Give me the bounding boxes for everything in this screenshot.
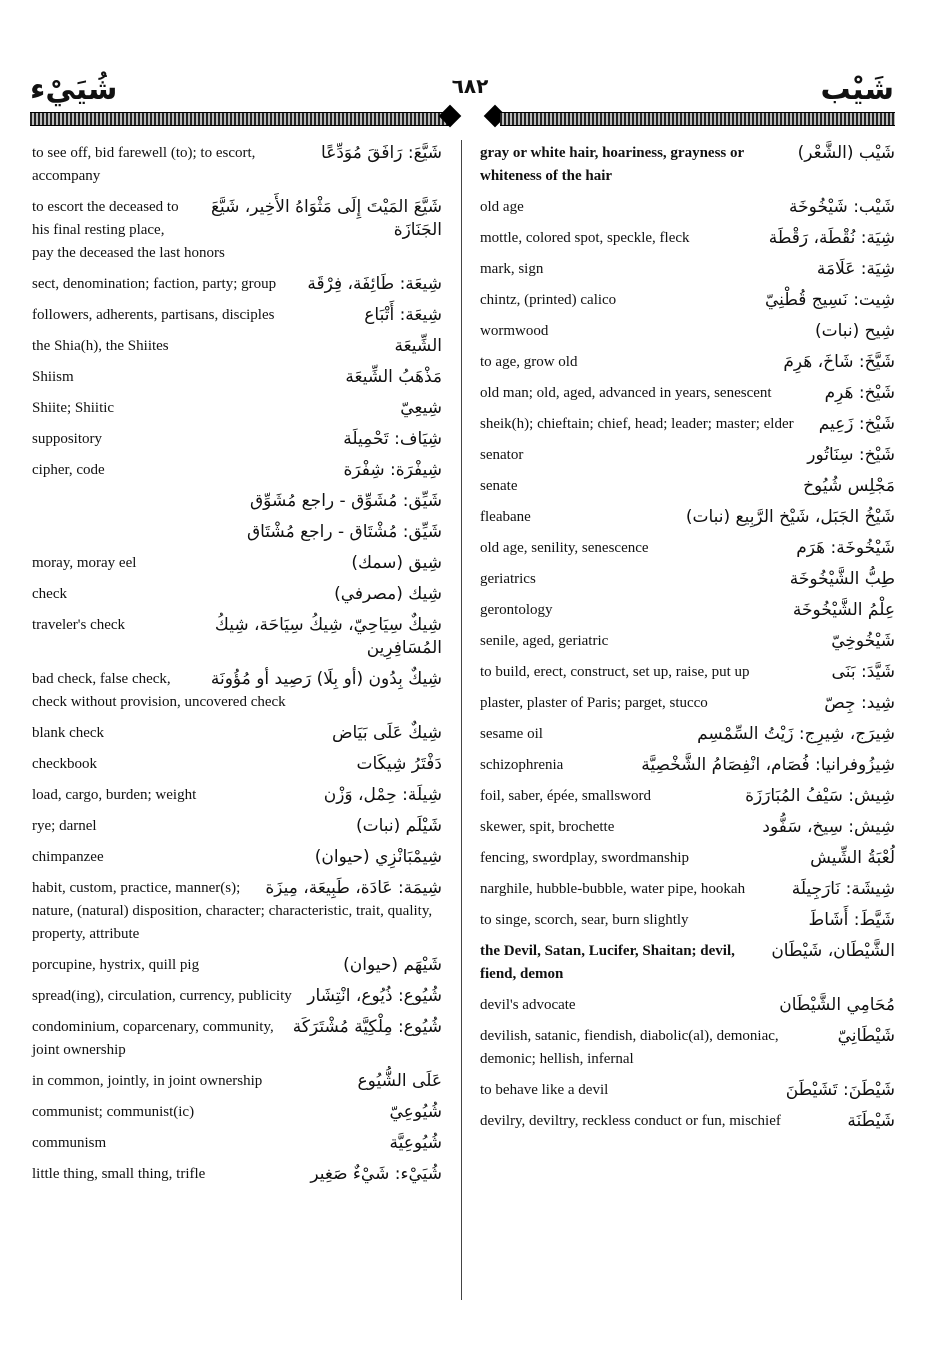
header-headword-left: شُيَيْء (30, 72, 118, 107)
dictionary-entry (32, 459, 442, 482)
dictionary-entry (480, 444, 895, 467)
arabic-headword: الشَّيْطَان، شَيْطَان (771, 941, 895, 961)
arabic-headword: شِيش: سِيخ، سَفُّود (762, 817, 895, 837)
arabic-headword: شِيكٌ عَلَى بَيَاض (331, 723, 442, 743)
dictionary-entry (480, 142, 895, 188)
arabic-headword: شَيْطَنَ: تَشَيْطَنَ (785, 1080, 895, 1100)
arabic-headword: شَيْب (الشَّعْر) (797, 143, 895, 163)
english-definition: chimpanzee (32, 849, 104, 865)
dictionary-entry (32, 722, 442, 745)
dictionary-entry (32, 1070, 442, 1093)
english-definition: wormwood (480, 323, 549, 339)
dictionary-entry (32, 1132, 442, 1155)
dictionary-entry (480, 599, 895, 622)
english-definition: in common, jointly, in joint ownership (32, 1073, 263, 1089)
header-rule-right (500, 112, 895, 126)
dictionary-entry (480, 568, 895, 591)
english-definition: senile, aged, geriatric (480, 633, 609, 649)
english-definition: the Devil, Satan, Lucifer, Shaitan; devil, fiend, demon (480, 943, 735, 982)
arabic-headword: شِيفْرَة: شِفْرَة (343, 460, 442, 480)
dictionary-entry (480, 475, 895, 498)
english-definition: mark, sign (480, 261, 544, 277)
english-definition: gray or white hair, hoariness, grayness or whiteness of the hair (480, 145, 744, 184)
arabic-headword: شَيْخُوخِيّ (831, 631, 895, 651)
english-definition: blank check (32, 725, 105, 741)
arabic-headword: شُيُوعِيّ (389, 1102, 442, 1122)
arabic-headword: عِلْمُ الشَّيْخُوخَة (792, 600, 895, 620)
arabic-headword: شَيَّطَ: أَشَاطَ (808, 910, 895, 930)
dictionary-entry (32, 614, 442, 660)
arabic-headword: شِيَة: عَلَامَة (816, 259, 895, 279)
arabic-headword: شَيْطَانِيّ (837, 1026, 895, 1046)
arabic-headword: شُيَيْء: شَيْءٌ صَغِير (310, 1164, 442, 1184)
arabic-headword: مَجْلِس شُيُوخ (803, 476, 895, 496)
dictionary-entry (32, 753, 442, 776)
dictionary-entry (480, 878, 895, 901)
english-definition: communism (32, 1135, 107, 1151)
left-column (32, 142, 442, 1194)
dictionary-entry (32, 985, 442, 1008)
arabic-headword: شَيَّعَ: رَافَقَ مُوَدِّعًا (321, 143, 442, 163)
english-definition: fencing, swordplay, swordmanship (480, 850, 689, 866)
arabic-headword: طِبُّ الشَّيْخُوخَة (789, 569, 895, 589)
dictionary-entry (480, 785, 895, 808)
english-definition: to singe, scorch, sear, burn slightly (480, 912, 689, 928)
dictionary-entry (480, 816, 895, 839)
dictionary-entry (480, 1025, 895, 1071)
arabic-headword: شَيَّخَ: شَاخَ، هَرِمَ (783, 352, 895, 372)
english-definition: suppository (32, 431, 103, 447)
english-definition: to escort the deceased to his final resting place, pay the deceased the last honors (32, 199, 225, 261)
dictionary-entry (480, 1110, 895, 1133)
arabic-headword: عَلَى الشُّيُوع (357, 1071, 442, 1091)
english-definition: old age (480, 199, 524, 215)
dictionary-entry (480, 994, 895, 1017)
header-rule-left (30, 112, 450, 126)
arabic-headword: شِيمَة: عَادَة، طَبِيعَة، مِيزَة (265, 878, 442, 898)
arabic-headword: شِيمْبَانْزِي (حيوان) (314, 847, 442, 867)
dictionary-entry (32, 954, 442, 977)
dictionary-entry (32, 335, 442, 358)
english-definition: little thing, small thing, trifle (32, 1166, 206, 1182)
english-definition: porcupine, hystrix, quill pig (32, 957, 200, 973)
arabic-headword: شِيح (نبات) (814, 321, 895, 341)
english-definition: check (32, 586, 67, 602)
arabic-headword: شَيْطَنَة (847, 1111, 895, 1131)
english-definition: schizophrenia (480, 757, 564, 773)
dictionary-entry (480, 723, 895, 746)
dictionary-entry (32, 521, 442, 544)
english-definition: Shiite; Shiitic (32, 400, 115, 416)
dictionary-entry (32, 846, 442, 869)
english-definition: old age, senility, senescence (480, 540, 649, 556)
dictionary-entry (32, 490, 442, 513)
arabic-headword: شُيُوعِيَّة (389, 1133, 442, 1153)
arabic-headword: شَيْخ: سِنَاتُور (807, 445, 895, 465)
arabic-headword: شَيَّدَ: بَنَى (831, 662, 895, 682)
dictionary-entry (480, 227, 895, 250)
dictionary-entry (32, 583, 442, 606)
english-definition: followers, adherents, partisans, disciples (32, 307, 275, 323)
column-divider (461, 140, 462, 1300)
english-definition: communist; communist(ic) (32, 1104, 195, 1120)
arabic-headword: مُحَامِي الشَّيْطَان (779, 995, 895, 1015)
arabic-headword: شِيَاف: تَحْمِيلَة (343, 429, 442, 449)
dictionary-entry (480, 692, 895, 715)
english-definition: spread(ing), circulation, currency, publicity (32, 988, 292, 1004)
arabic-headword: الشِّيعَة (394, 336, 442, 356)
dictionary-entry (32, 1163, 442, 1186)
english-definition: checkbook (32, 756, 97, 772)
dictionary-entry (32, 142, 442, 188)
english-definition: narghile, hubble-bubble, water pipe, hookah (480, 881, 746, 897)
dictionary-entry (480, 289, 895, 312)
arabic-headword: شَيْخ: زَعِيم (818, 414, 895, 434)
arabic-headword: شِيك (مصرفي) (334, 584, 442, 604)
dictionary-entry (480, 258, 895, 281)
dictionary-entry (480, 754, 895, 777)
english-definition: sheik(h); chieftain; chief, head; leader; master; elder (480, 416, 794, 432)
english-definition: bad check, false check, check without provision, uncovered check (32, 671, 286, 710)
arabic-headword: شَيْب: شَيْخُوخَة (789, 197, 895, 217)
dictionary-entry (480, 320, 895, 343)
english-definition: condominium, coparcenary, community, joint ownership (32, 1019, 274, 1058)
english-definition: skewer, spit, brochette (480, 819, 615, 835)
dictionary-entry (32, 273, 442, 296)
dictionary-entry (32, 552, 442, 575)
arabic-headword: شِيش: سَيْفُ المُبَارَزَة (745, 786, 895, 806)
english-definition: to age, grow old (480, 354, 578, 370)
right-column (480, 142, 895, 1141)
english-definition: devilry, deviltry, reckless conduct or fun, mischief (480, 1113, 781, 1129)
dictionary-entry (480, 630, 895, 653)
english-definition: devil's advocate (480, 997, 576, 1013)
dictionary-entry (480, 351, 895, 374)
english-definition: mottle, colored spot, speckle, fleck (480, 230, 690, 246)
english-definition: sesame oil (480, 726, 543, 742)
english-definition: fleabane (480, 509, 531, 525)
english-definition: foil, saber, épée, smallsword (480, 788, 652, 804)
page-number: ٦٨٢ (451, 74, 489, 98)
arabic-headword: شِيزُوفرانيا: فُصَام، انْفِصَامُ الشَّخْصِيَّة (641, 755, 895, 775)
english-definition: rye; darnel (32, 818, 97, 834)
arabic-headword: شِيلَة: حِمْل، وَزْن (323, 785, 442, 805)
dictionary-entry (480, 196, 895, 219)
dictionary-entry (32, 668, 442, 714)
english-definition: to build, erect, construct, set up, raise, put up (480, 664, 750, 680)
arabic-headword: شِيكٌ بِدُون (أو بِلَا) رَصِيد أو مُؤُونَة (210, 669, 442, 689)
english-definition: to see off, bid farewell (to); to escort, accompany (32, 145, 256, 184)
english-definition: sect, denomination; faction, party; group (32, 276, 277, 292)
dictionary-entry (32, 1016, 442, 1062)
english-definition: habit, custom, practice, manner(s); nature, (natural) disposition, character; characteristic, trait, quality, property, attribute (32, 880, 433, 942)
arabic-headword: شِيشَة: نَارَجِيلَة (791, 879, 895, 899)
english-definition: load, cargo, burden; weight (32, 787, 197, 803)
english-definition: plaster, plaster of Paris; parget, stucco (480, 695, 708, 711)
arabic-headword: شِيق (سمك) (351, 553, 442, 573)
dictionary-entry (480, 1079, 895, 1102)
arabic-headword: شَيْهَم (حيوان) (343, 955, 442, 975)
arabic-headword: لُعْبَةُ الشِّيش (810, 848, 895, 868)
arabic-headword: مَذْهَبُ الشِّيعَة (345, 367, 442, 387)
dictionary-entry (32, 428, 442, 451)
english-definition: the Shia(h), the Shiites (32, 338, 169, 354)
english-definition: geriatrics (480, 571, 536, 587)
english-definition: cipher, code (32, 462, 105, 478)
arabic-headword: دَفْتَرُ شِيكَات (356, 754, 442, 774)
english-definition: old man; old, aged, advanced in years, senescent (480, 385, 772, 401)
arabic-headword: شِيَة: نُقْطَة، رَقْطَة (768, 228, 895, 248)
dictionary-entry (480, 506, 895, 529)
dictionary-entry (480, 847, 895, 870)
english-definition: chintz, (printed) calico (480, 292, 617, 308)
arabic-headword: شِيت: نَسِيج قُطْنِيّ (765, 290, 895, 310)
english-definition: devilish, satanic, fiendish, diabolic(al), demoniac, demonic; hellish, infernal (480, 1028, 779, 1067)
arabic-headword: شُيُوع: ذُيُوع، انْتِشَار (307, 986, 442, 1006)
arabic-headword: شَيْخ: هَرِم (824, 383, 895, 403)
english-definition: gerontology (480, 602, 553, 618)
english-definition: Shiism (32, 369, 74, 385)
english-definition: senator (480, 447, 524, 463)
arabic-headword: شِيد: جِصّ (824, 693, 895, 713)
dictionary-entry (32, 304, 442, 327)
dictionary-entry (32, 815, 442, 838)
dictionary-entry (32, 784, 442, 807)
english-definition: moray, moray eel (32, 555, 137, 571)
arabic-headword: شِيعَة: أَتْبَاع (364, 305, 442, 325)
arabic-headword: شَيْخُ الجَبَل، شَيْخ الرَّبِيع (نبات) (685, 507, 895, 527)
dictionary-entry (32, 196, 442, 265)
arabic-headword: شِيكٌ سِيَاحِيّ، شِيكُ سِيَاحَة، شِيكُ المُسَافِرِين (214, 615, 442, 658)
dictionary-entry (480, 661, 895, 684)
dictionary-entry (32, 1101, 442, 1124)
dictionary-entry (32, 366, 442, 389)
arabic-headword: شَيَّعَ المَيْتَ إِلَى مَثْوَاهُ الأَخِير، شَيَّعَ الجَنَازَة (210, 197, 442, 240)
dictionary-entry (480, 537, 895, 560)
arabic-headword: شَيِّق: مُشْتَاق - راجع مُشْتَاق (246, 522, 442, 542)
dictionary-entry (480, 382, 895, 405)
arabic-headword: شَيْخُوخَة: هَرَم (796, 538, 895, 558)
dictionary-entry (480, 940, 895, 986)
arabic-headword: شِيعِيّ (400, 398, 442, 418)
dictionary-entry (32, 877, 442, 946)
arabic-headword: شِيعَة: طَائِفَة، فِرْقَة (307, 274, 442, 294)
arabic-headword: شُيُوع: مِلْكِيَّة مُشْتَرَكَة (292, 1017, 442, 1037)
english-definition: to behave like a devil (480, 1082, 609, 1098)
english-definition: traveler's check (32, 617, 126, 633)
arabic-headword: شَيِّق: مُشَوِّق - راجع مُشَوِّق (249, 491, 442, 511)
header-headword-right: شَيْب (820, 72, 894, 107)
dictionary-entry (480, 909, 895, 932)
dictionary-entry (480, 413, 895, 436)
arabic-headword: شَيْلَم (نبات) (355, 816, 442, 836)
dictionary-entry (32, 397, 442, 420)
english-definition: senate (480, 478, 518, 494)
arabic-headword: شِيرَج، شِيرِج: زَيْتُ السِّمْسِم (697, 724, 895, 744)
